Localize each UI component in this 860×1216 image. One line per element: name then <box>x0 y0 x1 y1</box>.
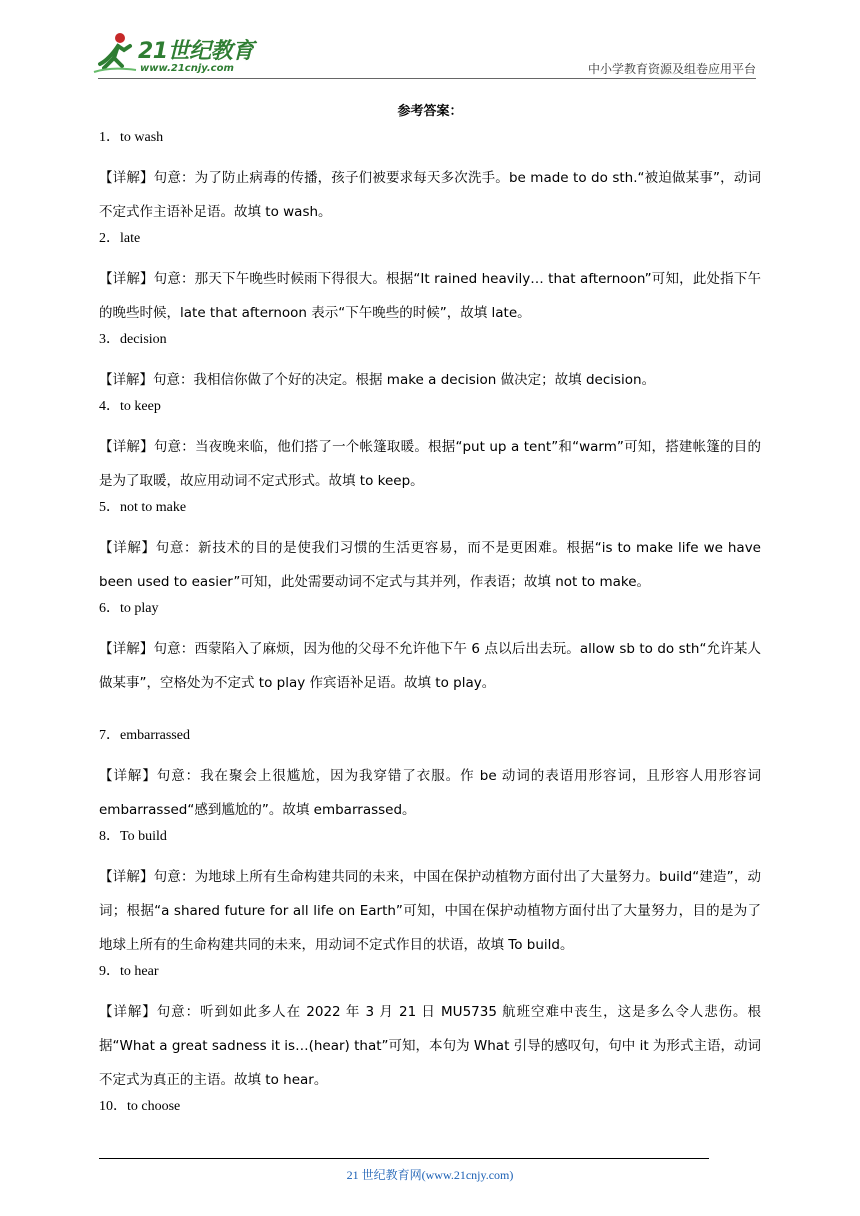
answer-explanation: 【详解】句意：为地球上所有生命构建共同的未来，中国在保护动植物方面付出了大量努力。build“建造”，动词；根据“a shared future for all life on Earth”可知，中国在保护动植物方面付出了大量努力，目的是为了地球上所有的生命构建共同的未来，用动词不定式作目的状语，故填 To build。 <box>99 869 761 953</box>
answer-number: 6．to play <box>99 601 159 616</box>
platform-name: 中小学教育资源及组卷应用平台 <box>587 62 756 76</box>
answer-explanation: 【详解】句意：西蒙陷入了麻烦，因为他的父母不允许他下午 6 点以后出去玩。allow sb to do sth“允许某人做某事”，空格处为不定式 to play 作宾语补足语。故填 to play。 <box>99 641 761 691</box>
footer-divider <box>99 1158 709 1159</box>
footer-link[interactable]: 21 世纪教育网(www.21cnjy.com) <box>346 1168 514 1182</box>
logo-url: www.21cnjy.com <box>140 63 234 74</box>
page-title: 参考答案： <box>397 104 463 119</box>
answer-explanation: 【详解】句意：我在聚会上很尴尬，因为我穿错了衣服。作 be 动词的表语用形容词，且形容人用形容词 embarrassed“感到尴尬的”。故填 embarrassed。 <box>99 768 761 818</box>
logo-text: 21世纪教育 <box>138 39 254 64</box>
answer-number: 9．to hear <box>99 964 159 979</box>
answer-list <box>99 128 761 1130</box>
answer-explanation: 【详解】句意：我相信你做了个好的决定。根据 make a decision 做决定；故填 decision。 <box>99 372 656 388</box>
answer-number: 7．embarrassed <box>99 728 190 743</box>
runner-icon <box>92 30 138 76</box>
answer-number: 1．to wash <box>99 130 164 145</box>
logo <box>92 30 262 80</box>
answer-number: 2．late <box>99 231 141 246</box>
page-header <box>0 0 860 80</box>
answer-number: 5．not to make <box>99 500 187 515</box>
answer-explanation: 【详解】句意：为了防止病毒的传播，孩子们被要求每天多次洗手。be made to do sth.“被迫做某事”，动词不定式作主语补足语。故填 to wash。 <box>99 170 761 220</box>
answer-explanation: 【详解】句意：听到如此多人在 2022 年 3 月 21 日 MU5735 航班空难中丧生，这是多么令人悲伤。根据“What a great sadness it is…(hear) that”可知，本句为 What 引导的感叹句，句中 it 为形式主语，动词不定式为真正的主语。故填 to hear。 <box>99 1004 761 1088</box>
answer-number: 8．To build <box>99 829 167 844</box>
header-divider <box>98 78 756 79</box>
answer-number: 4．to keep <box>99 399 161 414</box>
answer-explanation: 【详解】句意：那天下午晚些时候雨下得很大。根据“It rained heavily… that afternoon”可知，此处指下午的晚些时候，late that afternoon 表示“下午晚些的时候”，故填 late。 <box>99 271 761 321</box>
spacer <box>99 700 761 726</box>
answer-number: 10．to choose <box>99 1099 181 1114</box>
answer-number: 3．decision <box>99 332 167 347</box>
answer-explanation: 【详解】句意：当夜晚来临，他们搭了一个帐篷取暖。根据“put up a tent”和“warm”可知，搭建帐篷的目的是为了取暖，故应用动词不定式形式。故填 to keep。 <box>99 439 761 489</box>
answer-explanation: 【详解】句意：新技术的目的是使我们习惯的生活更容易，而不是更困难。根据“is to make life we have been used to easier”可知，此处需要动词不定式与其并列，作表语；故填 not to make。 <box>99 540 761 590</box>
